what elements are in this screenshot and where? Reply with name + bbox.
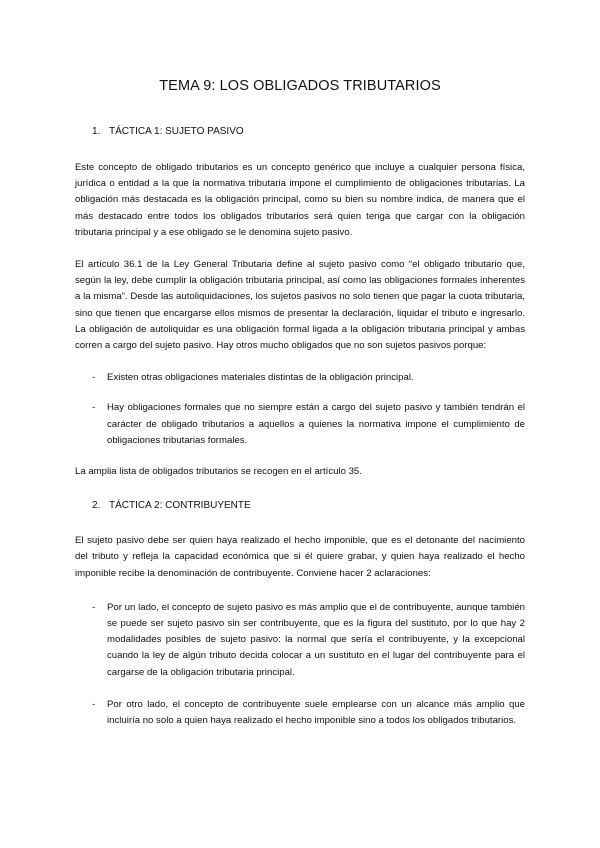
section-number: 2. [92,500,101,512]
section-title: TÁCTICA 2: CONTRIBUYENTE [109,500,251,512]
section-heading-contribuyente [75,499,525,513]
paragraph-articulo-35: La amplia lista de obligados tributarios se recogen en el artículo 35. [75,466,362,478]
list-item [75,600,525,681]
list-item [75,400,525,449]
section-heading-sujeto-pasivo [75,125,525,139]
bullet-list-aclaraciones [75,600,525,729]
bullet-list-obligados [75,370,525,449]
list-item-text: Existen otras obligaciones materiales distintas de la obligación principal. [107,372,414,384]
list-item-text: Por un lado, el concepto de sujeto pasivo es más amplio que el de contribuyente, aunque también se puede ser sujeto pasivo sin ser contribuyente, que es la figura del sustituto, por lo que hay 2 modalidades posibles de sujeto pasivo: la normal que sería el contribuyente, y la excepcional cuando la ley de algún tributo decida colocar a un sustituto en el lugar del contribuyente para el cargarse de la obligación tributaria principal. [107,601,525,678]
page-title: TEMA 9: LOS OBLIGADOS TRIBUTARIOS [159,78,441,94]
list-item-text: Por otro lado, el concepto de contribuyente suele emplearse con un alcance más amplio que incluiría no solo a quien haya realizado el hecho imponible sino a todos los obligados tributarios. [107,698,525,727]
dash-bullet: - [92,372,96,384]
list-item-text: Hay obligaciones formales que no siempre están a cargo del sujeto pasivo y también tendrán el carácter de obligado tributarios a aquellos a quienes la normativa impone el cumplimiento de obligaciones tributarias formales. [107,402,525,446]
list-item [75,370,525,386]
dash-bullet: - [92,601,96,613]
section-title: TÁCTICA 1: SUJETO PASIVO [109,126,244,137]
dash-bullet: - [92,402,96,414]
paragraph-articulo-36: El artículo 36.1 de la Ley General Tributaria define al sujeto pasivo como “el obligado tributario que, según la ley, debe cumplir la obligación tributaria principal, así como las obligaciones formales inherentes a la misma”. Desde las autoliquidaciones, los sujetos pasivos no solo tienen que pagar la cuota tributaria, sino que tienen que encargarse ellos mismos de presentar la declaración, liquidar el tributo e ingresarlo. La obligación de autoliquidar es una obligación formal ligada a la obligación tributaria principal y ambas corren a cargo del sujeto pasivo. Hay otros mucho obligados que no son sujetos pasivos porque: [75,259,525,352]
section-number: 1. [92,126,101,137]
dash-bullet: - [92,698,96,710]
paragraph-definicion: Este concepto de obligado tributarios es un concepto genérico que incluye a cualquier persona física, jurídica o entidad a la que la normativa tributaria impone el cumplimiento de obligaciones tributarias. La obligación más destacada es la obligación principal, como su bien su nombre indica, de manera que el más destacado entre todos los obligados tributarios será quien tenga que cargar con la obligación tributaria principal y a ese obligado se le denomina sujeto pasivo. [75,162,525,238]
paragraph-contribuyente: El sujeto pasivo debe ser quien haya realizado el hecho imponible, que es el detonante del nacimiento del tributo y refleja la capacidad económica que si él quiere grabar, y quien haya realizado el hecho imponible recibe la denominación de contribuyente. Conviene hacer 2 aclaraciones: [75,535,525,579]
list-item [75,697,525,729]
